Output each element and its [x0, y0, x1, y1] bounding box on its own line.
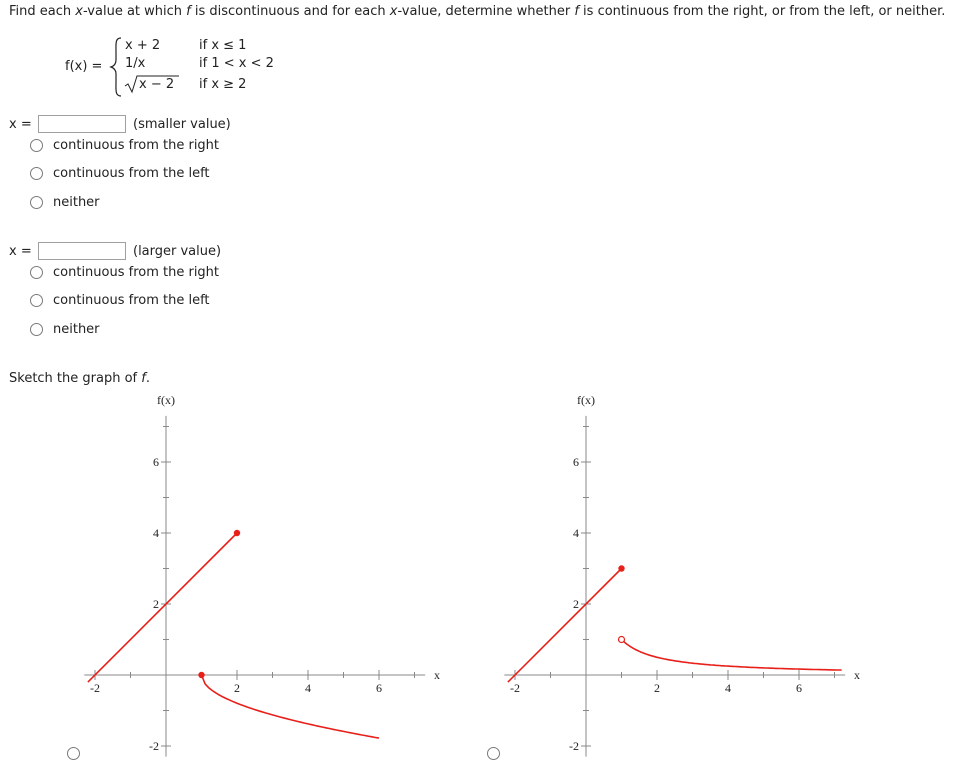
series-line: [508, 569, 622, 683]
part2-x-input[interactable]: [38, 242, 126, 260]
x-tick-label: 6: [796, 681, 802, 695]
closed-point: [234, 530, 240, 536]
closed-point: [618, 565, 624, 571]
graph2-radio[interactable]: [487, 747, 500, 760]
part1-radio-neither[interactable]: [30, 196, 43, 209]
part1-x-label: x =: [9, 117, 32, 132]
part1-radio-right[interactable]: [30, 139, 43, 152]
part1-option-neither: neither: [53, 195, 100, 210]
graph-option-1: [70, 390, 450, 760]
question-text: Find each x-value at which f is discontinuous and for each x-value, determine whether f is continuous from the right, or from the left, or neither.: [9, 4, 946, 19]
y-tick-label: 2: [573, 597, 579, 611]
case-3-expr: x − 2: [139, 77, 175, 92]
part1-option-left: continuous from the left: [53, 166, 210, 181]
part2-option-right: continuous from the right: [53, 265, 220, 280]
series-line: [622, 640, 842, 671]
left-brace: [109, 36, 125, 98]
x-tick-label: 2: [654, 681, 660, 695]
part2-option-neither: neither: [53, 322, 100, 337]
closed-point: [198, 672, 204, 678]
graph-option-2: [490, 390, 870, 760]
x-tick-label: 4: [725, 681, 731, 695]
case-2-cond: if 1 < x < 2: [199, 56, 274, 71]
part1-hint: (smaller value): [133, 117, 231, 132]
y-axis-label: f(x): [157, 393, 175, 407]
part2-hint: (larger value): [133, 244, 222, 259]
x-tick-label: 4: [305, 681, 311, 695]
x-tick-label: -2: [90, 681, 100, 695]
part2-radio-left[interactable]: [30, 294, 43, 307]
x-tick-label: -2: [510, 681, 520, 695]
x-tick-label: 2: [234, 681, 240, 695]
open-point: [619, 637, 625, 643]
part1-x-input[interactable]: [38, 115, 126, 133]
graph1-radio[interactable]: [67, 747, 80, 760]
function-lhs: f(x) =: [65, 59, 103, 74]
y-axis-label: f(x): [577, 393, 595, 407]
y-tick-label: 4: [153, 526, 159, 540]
series-line: [88, 533, 237, 682]
case-3-cond: if x ≥ 2: [199, 77, 247, 92]
part2-x-label: x =: [9, 244, 32, 259]
y-tick-label: -2: [149, 739, 159, 753]
y-tick-label: 6: [573, 455, 579, 469]
y-tick-label: 4: [573, 526, 579, 540]
part2-option-left: continuous from the left: [53, 293, 210, 308]
y-tick-label: -2: [569, 739, 579, 753]
y-tick-label: 6: [153, 455, 159, 469]
case-1-expr: x + 2: [125, 38, 161, 53]
x-tick-label: 6: [376, 681, 382, 695]
part2-radio-neither[interactable]: [30, 323, 43, 336]
case-2-expr: 1/x: [125, 56, 146, 71]
part1-radio-left[interactable]: [30, 167, 43, 180]
x-axis-label: x: [434, 668, 441, 682]
x-axis-label: x: [854, 668, 861, 682]
case-1-cond: if x ≤ 1: [199, 38, 247, 53]
part1-option-right: continuous from the right: [53, 138, 220, 153]
series-line: [202, 675, 380, 738]
part2-radio-right[interactable]: [30, 266, 43, 279]
sketch-prompt: Sketch the graph of f.: [9, 371, 150, 386]
y-tick-label: 2: [153, 597, 159, 611]
